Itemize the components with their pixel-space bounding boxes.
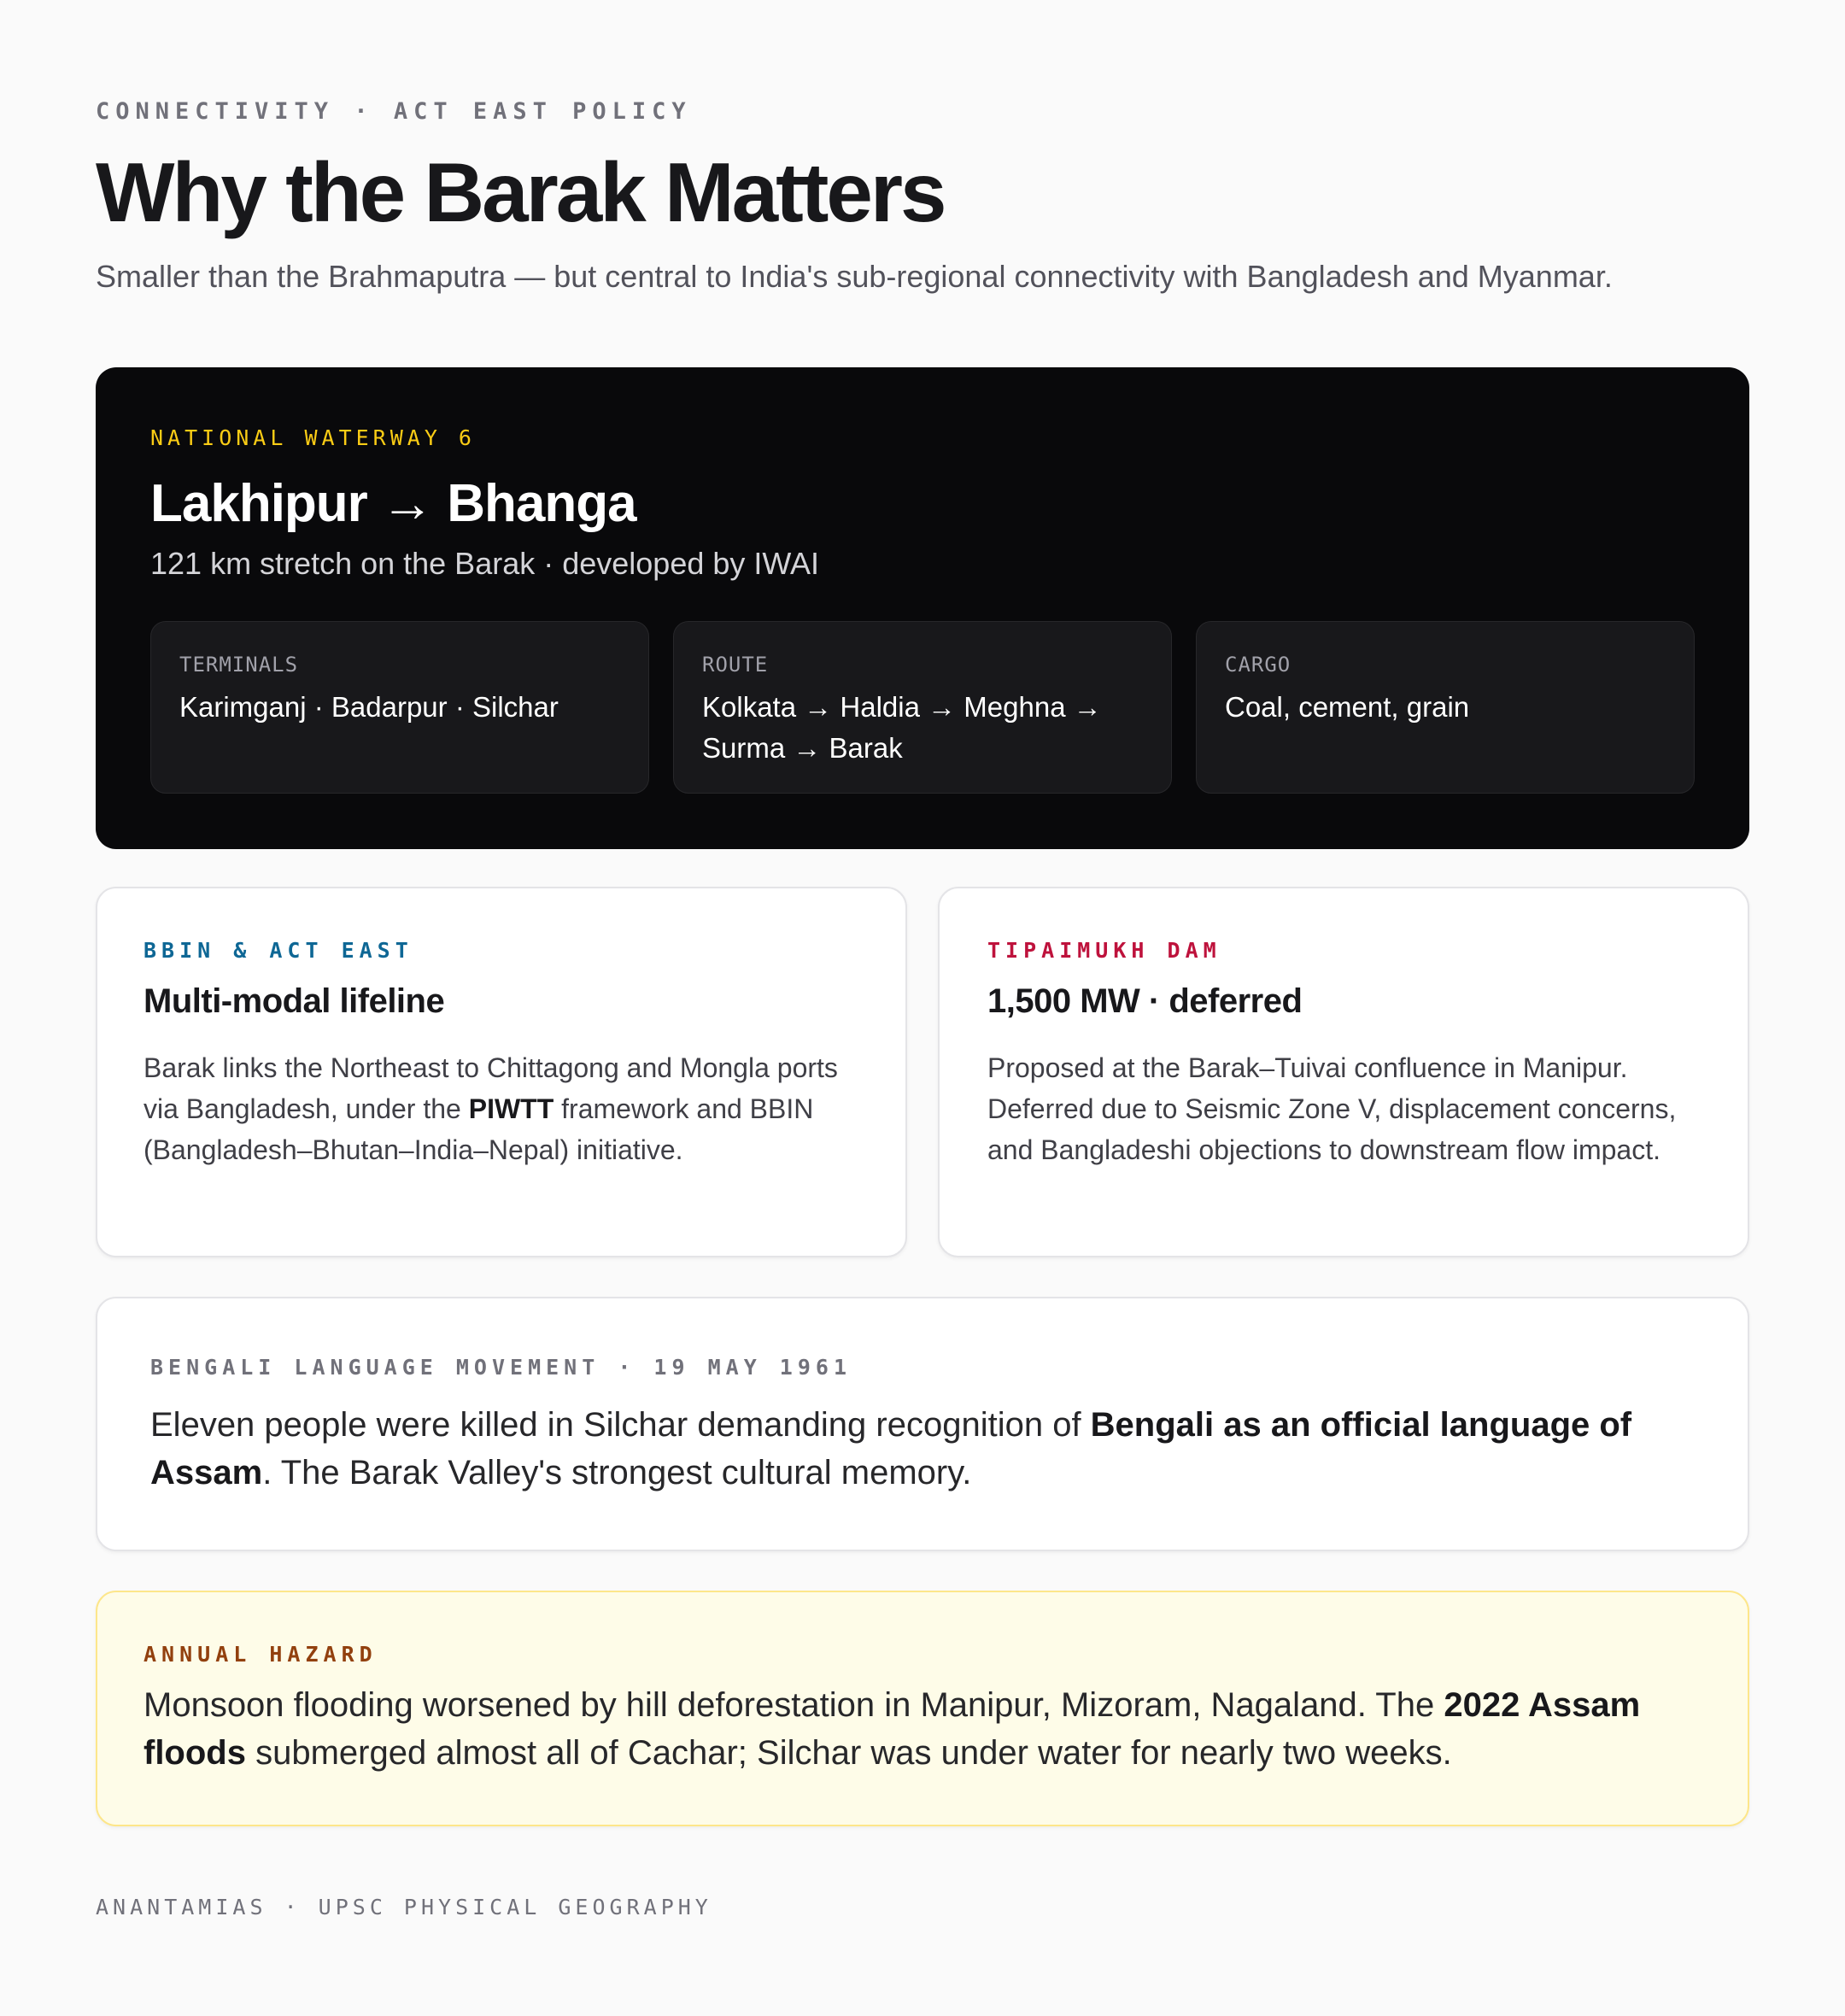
route-label: ROUTE [702, 653, 769, 677]
terminals-value: Karimganj · Badarpur · Silchar [179, 691, 559, 723]
bbin-title: Multi-modal lifeline [144, 982, 445, 1020]
waterway-subtitle: 121 km stretch on the Barak · developed by IWAI [150, 546, 820, 581]
footer: ANANTAMIAS · UPSC PHYSICAL GEOGRAPHY [96, 1895, 712, 1919]
bbin-body [144, 1047, 870, 1170]
language-eyebrow: BENGALI LANGUAGE MOVEMENT · 19 MAY 1961 [150, 1355, 852, 1380]
language-text-pre: Eleven people were killed in Silchar demanding recognition of [150, 1406, 1091, 1444]
cargo-box [1196, 621, 1695, 794]
hazard-text-pre: Monsoon flooding worsened by hill deforestation in Manipur, Mizoram, Nagaland. The [144, 1686, 1444, 1724]
hazard-text-bold: 2022 Assam floods [144, 1686, 1641, 1772]
route-box [673, 621, 1172, 794]
language-text-bold: Bengali as an official language of Assam [150, 1406, 1632, 1491]
bbin-eyebrow: BBIN & ACT EAST [144, 938, 413, 963]
cargo-label: CARGO [1225, 653, 1292, 677]
bbin-body-pre: Barak links the Northeast to Chittagong and Mongla ports via Bangladesh, under the [144, 1052, 838, 1124]
hazard-eyebrow: ANNUAL HAZARD [144, 1642, 378, 1667]
waterway-title: Lakhipur → Bhanga [150, 474, 636, 533]
bbin-body-post: framework and BBIN (Bangladesh–Bhutan–India–Nepal) initiative. [144, 1093, 814, 1165]
language-text-post: . The Barak Valley's strongest cultural memory. [262, 1454, 972, 1491]
bbin-body-bold: PIWTT [468, 1093, 554, 1124]
tipaimukh-eyebrow: TIPAIMUKH DAM [987, 938, 1221, 963]
tipaimukh-title: 1,500 MW · deferred [987, 982, 1303, 1020]
page-title: Why the Barak Matters [96, 145, 945, 239]
waterway-eyebrow: NATIONAL WATERWAY 6 [150, 425, 476, 450]
cargo-value: Coal, cement, grain [1225, 691, 1470, 723]
language-text [150, 1401, 1713, 1497]
terminals-label: TERMINALS [179, 653, 299, 677]
hazard-text [144, 1681, 1715, 1777]
page-subtitle: Smaller than the Brahmaputra — but central to India's sub-regional connectivity with Bangladesh and Myanmar. [96, 259, 1613, 294]
route-value: Kolkata → Haldia → Meghna → Surma → Barak [702, 691, 1102, 764]
hazard-text-post: submerged almost all of Cachar; Silchar was under water for nearly two weeks. [245, 1734, 1452, 1772]
terminals-box [150, 621, 649, 794]
header-eyebrow: CONNECTIVITY · ACT EAST POLICY [96, 98, 692, 125]
tipaimukh-body: Proposed at the Barak–Tuivai confluence in Manipur. Deferred due to Seismic Zone V, displacement concerns, and Bangladeshi objections to downstream flow impact. [987, 1052, 1677, 1165]
